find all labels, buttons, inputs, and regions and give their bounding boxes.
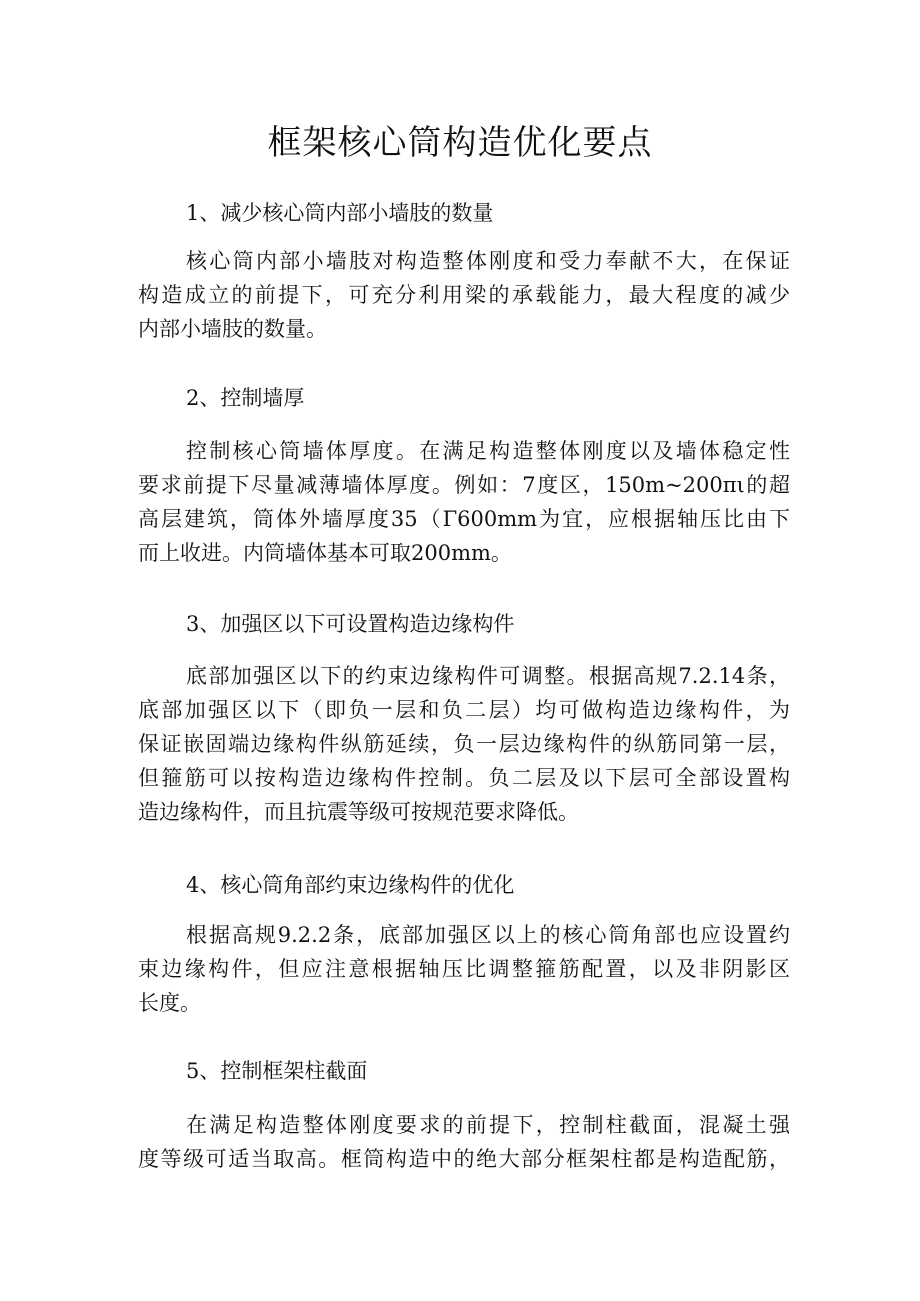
paragraph-line: 但箍筋可以按构造边缘构件控制。负二层及以下层可全部设置构	[138, 766, 790, 790]
paragraph-line: 长度。	[138, 991, 201, 1015]
paragraph-line: 保证嵌固端边缘构件纵筋延续，负一层边缘构件的纵筋同第一层，	[138, 732, 790, 756]
section-1-paragraph	[138, 244, 790, 346]
paragraph-line: 要求前提下尽量减薄墙体厚度。例如：7度区，150m~200πι的超	[138, 473, 790, 497]
paragraph-line: 根据高规9.2.2条，底部加强区以上的核心筒角部也应设置约	[186, 923, 790, 947]
section-5-paragraph	[138, 1108, 790, 1176]
paragraph-line: 底部加强区以下的约束边缘构件可调整。根据高规7.2.14条，	[186, 664, 790, 688]
paragraph-line: 高层建筑，筒体外墙厚度35（Γ600mm为宜，应根据轴压比由下	[138, 507, 790, 531]
section-4-heading: 4、核心筒角部约束边缘构件的优化	[186, 873, 515, 897]
paragraph-line: 造边缘构件，而且抗震等级可按规范要求降低。	[138, 800, 579, 824]
section-3-paragraph	[138, 659, 790, 829]
section-4-paragraph	[138, 918, 790, 1020]
paragraph-line: 度等级可适当取高。框筒构造中的绝大部分框架柱都是构造配筋，	[138, 1147, 790, 1171]
section-3-heading: 3、加强区以下可设置构造边缘构件	[186, 612, 515, 636]
paragraph-line: 核心筒内部小墙肢对构造整体刚度和受力奉献不大，在保证	[186, 249, 790, 273]
paragraph-line: 束边缘构件，但应注意根据轴压比调整箍筋配置，以及非阴影区	[138, 957, 790, 981]
paragraph-line: 而上收进。内筒墙体基本可取200mm。	[138, 541, 512, 565]
paragraph-line: 底部加强区以下（即负一层和负二层）均可做构造边缘构件，为	[138, 698, 790, 722]
paragraph-line: 在满足构造整体刚度要求的前提下，控制柱截面，混凝土强	[186, 1113, 790, 1137]
paragraph-line: 构造成立的前提下，可充分利用梁的承载能力，最大程度的减少	[138, 283, 790, 307]
paragraph-line: 控制核心筒墙体厚度。在满足构造整体刚度以及墙体稳定性	[186, 439, 790, 463]
document-title: 框架核心筒构造优化要点	[267, 123, 653, 163]
section-2-paragraph	[138, 434, 790, 570]
paragraph-line: 内部小墙肢的数量。	[138, 317, 327, 341]
section-5-heading: 5、控制框架柱截面	[186, 1059, 368, 1083]
section-2-heading: 2、控制墙厚	[186, 386, 305, 410]
section-1-heading: 1、减少核心筒内部小墙肢的数量	[186, 201, 494, 225]
